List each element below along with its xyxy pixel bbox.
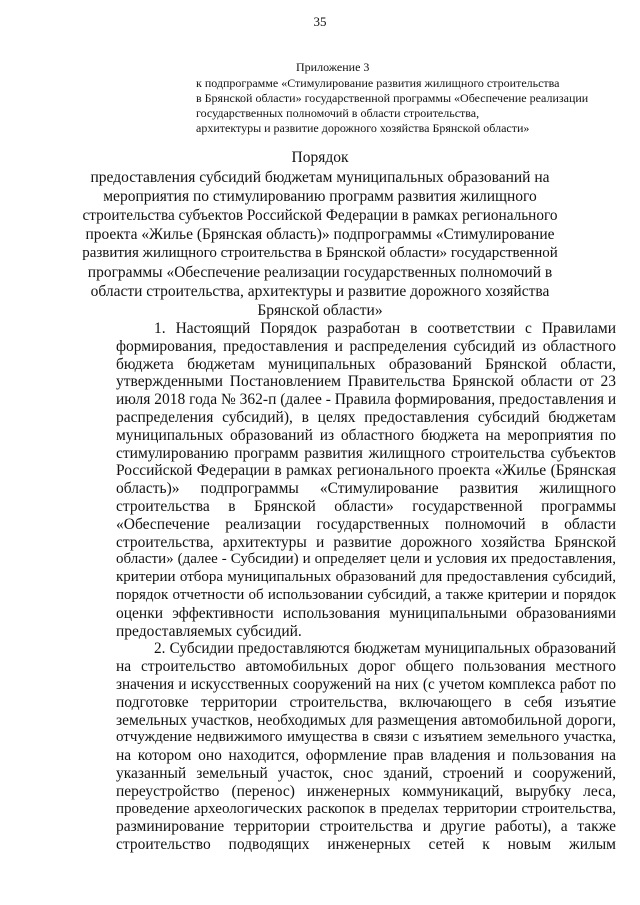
text-line: бюджета бюджетам муниципальных образований Брянской области, [116,355,616,373]
text-line: формирования, предоставления и распределения субсидий из областного [116,337,616,355]
appendix-line: в Брянской области» государственной программы «Обеспечение реализации [196,91,589,105]
text-line: 1. Настоящий Порядок разработан в соответствии с Правилами [154,320,616,337]
title-heading: Порядок [291,149,349,166]
text-line: земельных участков, необходимых для размещения автомобильной дороги, [116,711,616,729]
text-line: критерии отбора муниципальных образований для предоставления субсидий, [116,569,616,586]
title-line: мероприятия по стимулированию программ развития жилищного [103,188,537,205]
text-line: проведение археологических раскопок в пределах территории строительства, [116,800,616,817]
text-line: порядок отчетности об использовании субсидий, а также критерии и порядок [116,586,616,603]
title-line: предоставления субсидий бюджетам муниципальных образований на [90,169,550,186]
text-line: области» (далее - Субсидии) и определяет цели и условия их предоставления, [116,551,616,568]
title-line: Брянской области» [257,302,383,319]
text-line: «Обеспечение реализации государственных полномочий в области [116,515,616,533]
text-line: распределения субсидий), в целях предоставления субсидий бюджетам [116,408,616,426]
text-line: строительства в Брянской области» государственной программы [116,497,616,515]
text-line: стимулированию программ развития жилищного строительства субъектов [116,444,616,462]
text-line: утвержденными Постановлением Правительства Брянской области от 23 [116,373,616,391]
text-line: область)» подпрограммы «Стимулирование развития жилищного [116,480,616,498]
text-line: значения и искусственных сооружений на них (с учетом комплекса работ по [116,675,616,693]
appendix-line: к подпрограмме «Стимулирование развития жилищного строительства [196,76,560,90]
text-line: на котором оно находится, оформление прав владения и пользования на [116,747,616,765]
title-line: развития жилищного строительства в Брянской области» государственной [82,245,558,261]
text-line: на строительство автомобильных дорог общего пользования местного [116,658,616,676]
text-line: Российской Федерации в рамках регионального проекта «Жилье (Брянская [116,462,616,480]
text-line: указанный земельный участок, снос зданий, строений и сооружений, [116,764,616,782]
title-line: проекта «Жилье (Брянская область)» подпрограммы «Стимулирование [85,226,555,243]
page-number: 35 [313,14,327,29]
text-line: 2. Субсидии предоставляются бюджетам муниципальных образований [154,640,616,658]
title-line: области строительства, архитектуры и развитие дорожного хозяйства [90,283,550,300]
document-title [80,148,560,320]
text-line: июля 2018 года № 362-п (далее - Правила формирования, предоставления и [116,391,617,409]
text-line: отчуждение недвижимого имущества в связи с изъятием земельного участка, [116,729,616,746]
title-line: программы «Обеспечение реализации государственных полномочий в [87,264,553,281]
paragraph-2 [116,640,616,854]
document-body [116,320,616,854]
text-line: предоставляемых субсидий. [116,622,302,640]
text-line: подготовке территории строительства, включающего в себя изъятие [116,693,616,711]
text-line: строительство подводящих инженерных сетей к новым жилым [116,836,616,854]
appendix-line: государственных полномочий в области строительства, [196,106,480,120]
text-line: разминирование территории строительства и другие работы), а также [116,818,616,836]
appendix-title: Приложение 3 [296,60,370,74]
title-line: строительства субъектов Российской Федерации в рамках регионального [82,207,558,224]
appendix-header [196,60,616,136]
text-line: муниципальных образований из областного бюджета на мероприятия по [116,426,616,444]
text-line: переустройство (перенос) инженерных коммуникаций, вырубку леса, [116,782,616,800]
text-line: строительства, архитектуры и развитие дорожного хозяйства Брянской [116,533,616,551]
appendix-caption [196,76,616,136]
paragraph-1 [116,320,616,640]
appendix-line: архитектуры и развитие дорожного хозяйства Брянской области» [196,121,530,135]
text-line: оценки эффективности использования муниципальными образованиями [116,604,616,622]
